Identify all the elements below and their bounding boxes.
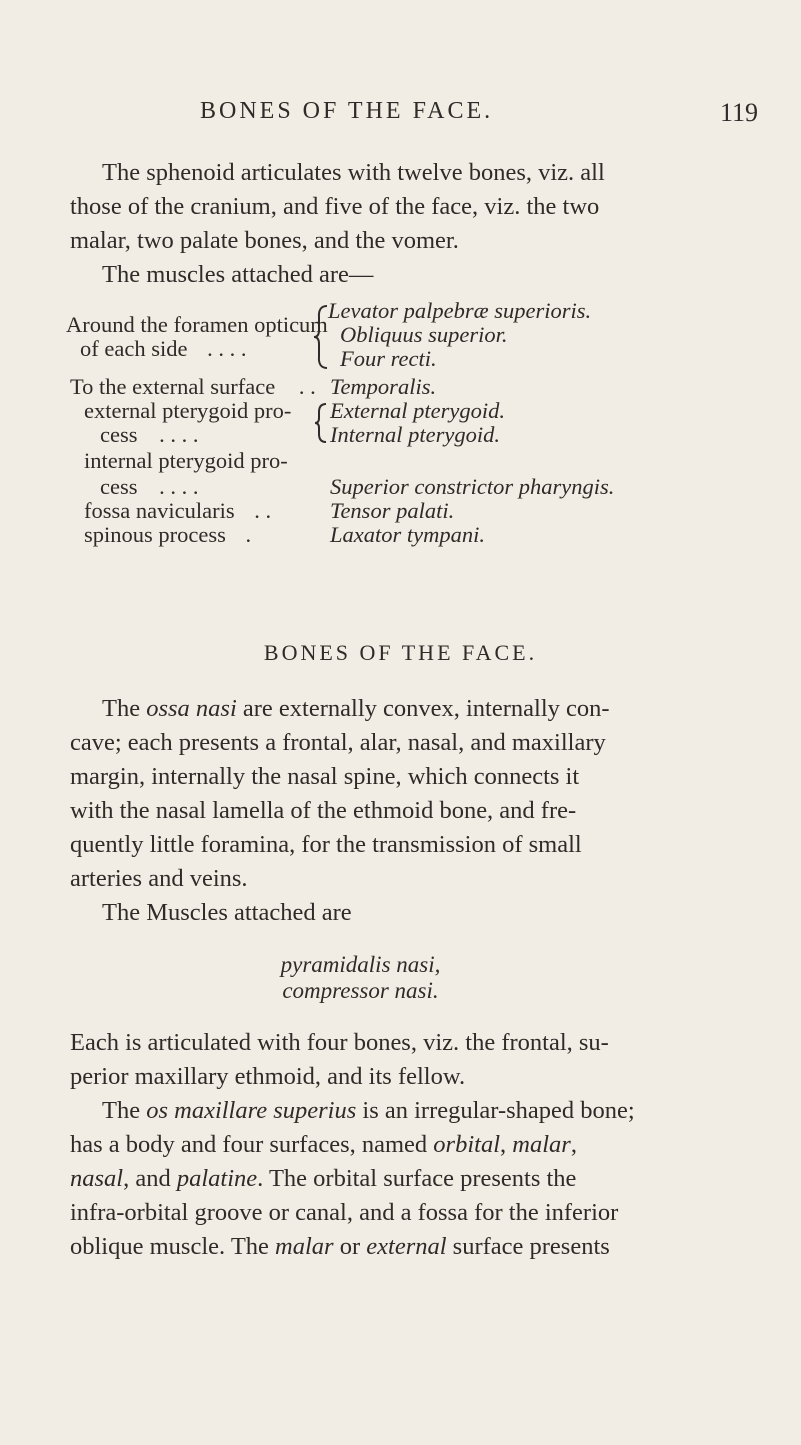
location-text: cess: [100, 422, 138, 447]
text-line: The muscles attached are—: [102, 261, 374, 288]
text-line: quently little foramina, for the transmission of small: [70, 831, 582, 858]
location-cess: [100, 474, 199, 500]
leader-dots: . .: [254, 498, 272, 523]
location-spinous-process: [84, 522, 251, 548]
brace-icon: [314, 402, 328, 444]
location-cess: [100, 422, 199, 448]
muscle-tensor-palati: Tensor palati.: [330, 498, 455, 523]
running-head: [0, 98, 801, 138]
leader-dots: . .: [298, 374, 316, 399]
text-line: oblique muscle. The malar or external surface presents: [70, 1233, 610, 1260]
location-external-surface: [70, 374, 316, 400]
paragraph-ossa-nasi: [70, 692, 760, 896]
text-line: The Muscles attached are: [102, 899, 352, 926]
text-line: The ossa nasi are externally convex, internally con-: [102, 695, 610, 722]
text-line: nasal, and palatine. The orbital surface presents the: [70, 1165, 577, 1192]
leader-dots: . . . .: [207, 336, 247, 361]
muscle-external-pterygoid: External pterygoid.: [330, 398, 505, 423]
text-line: perior maxillary ethmoid, and its fellow.: [70, 1063, 466, 1090]
leader-dots: . . . .: [159, 422, 199, 447]
text-line: malar, two palate bones, and the vomer.: [70, 227, 459, 254]
muscle-obliquus-superior: Obliquus superior.: [340, 322, 508, 347]
running-title: BONES OF THE FACE.: [200, 98, 494, 124]
location-fossa-navicularis: [84, 498, 271, 524]
muscles-attached-intro: [70, 896, 760, 930]
text-line: has a body and four surfaces, named orbital, malar,: [70, 1131, 577, 1158]
leader-dots: .: [245, 522, 252, 547]
location-text: fossa navicularis: [84, 498, 235, 523]
text-line: with the nasal lamella of the ethmoid bone, and fre-: [70, 797, 577, 824]
location-each-side: [80, 336, 246, 362]
page-number: 119: [720, 98, 759, 127]
text-line: The sphenoid articulates with twelve bones, viz. all: [102, 159, 605, 186]
muscle-superior-constrictor: Superior constrictor pharyngis.: [330, 474, 615, 499]
muscle-internal-pterygoid: Internal pterygoid.: [330, 422, 500, 447]
location-text: of each side: [80, 336, 188, 361]
text-line: cave; each presents a frontal, alar, nasal, and maxillary: [70, 729, 606, 756]
muscle-compressor-nasi: compressor nasi.: [282, 978, 439, 1003]
muscle-four-recti: Four recti.: [340, 346, 437, 371]
text-line: margin, internally the nasal spine, which connects it: [70, 763, 580, 790]
location-internal-pterygoid-process: internal pterygoid pro-: [84, 448, 288, 473]
location-foramen-opticum: Around the foramen opticum: [66, 312, 328, 337]
text-line: The os maxillare superius is an irregular-shaped bone;: [102, 1097, 635, 1124]
text-line: Each is articulated with four bones, viz. the frontal, su-: [70, 1029, 609, 1056]
text-line: infra-orbital groove or canal, and a fossa for the inferior: [70, 1199, 619, 1226]
muscle-temporalis: Temporalis.: [330, 374, 437, 399]
muscle-laxator-tympani: Laxator tympani.: [330, 522, 485, 547]
paragraph-articulation: [70, 1026, 760, 1094]
location-text: To the external surface: [70, 374, 276, 399]
muscle-pyramidalis-nasi: pyramidalis nasi,: [280, 952, 441, 977]
text-line: arteries and veins.: [70, 865, 248, 892]
muscle-levator-palpebrae: Levator palpebræ superioris.: [328, 298, 592, 323]
text-line: those of the cranium, and five of the face, viz. the two: [70, 193, 600, 220]
section-heading: BONES OF THE FACE.: [263, 640, 538, 665]
location-external-pterygoid-process: external pterygoid pro-: [84, 398, 292, 423]
location-text: spinous process: [84, 522, 226, 547]
location-text: cess: [100, 474, 138, 499]
leader-dots: . . . .: [159, 474, 199, 499]
muscles-intro: [70, 258, 760, 292]
paragraph-maxillare-superius: [70, 1094, 760, 1264]
paragraph-sphenoid: [70, 156, 760, 258]
